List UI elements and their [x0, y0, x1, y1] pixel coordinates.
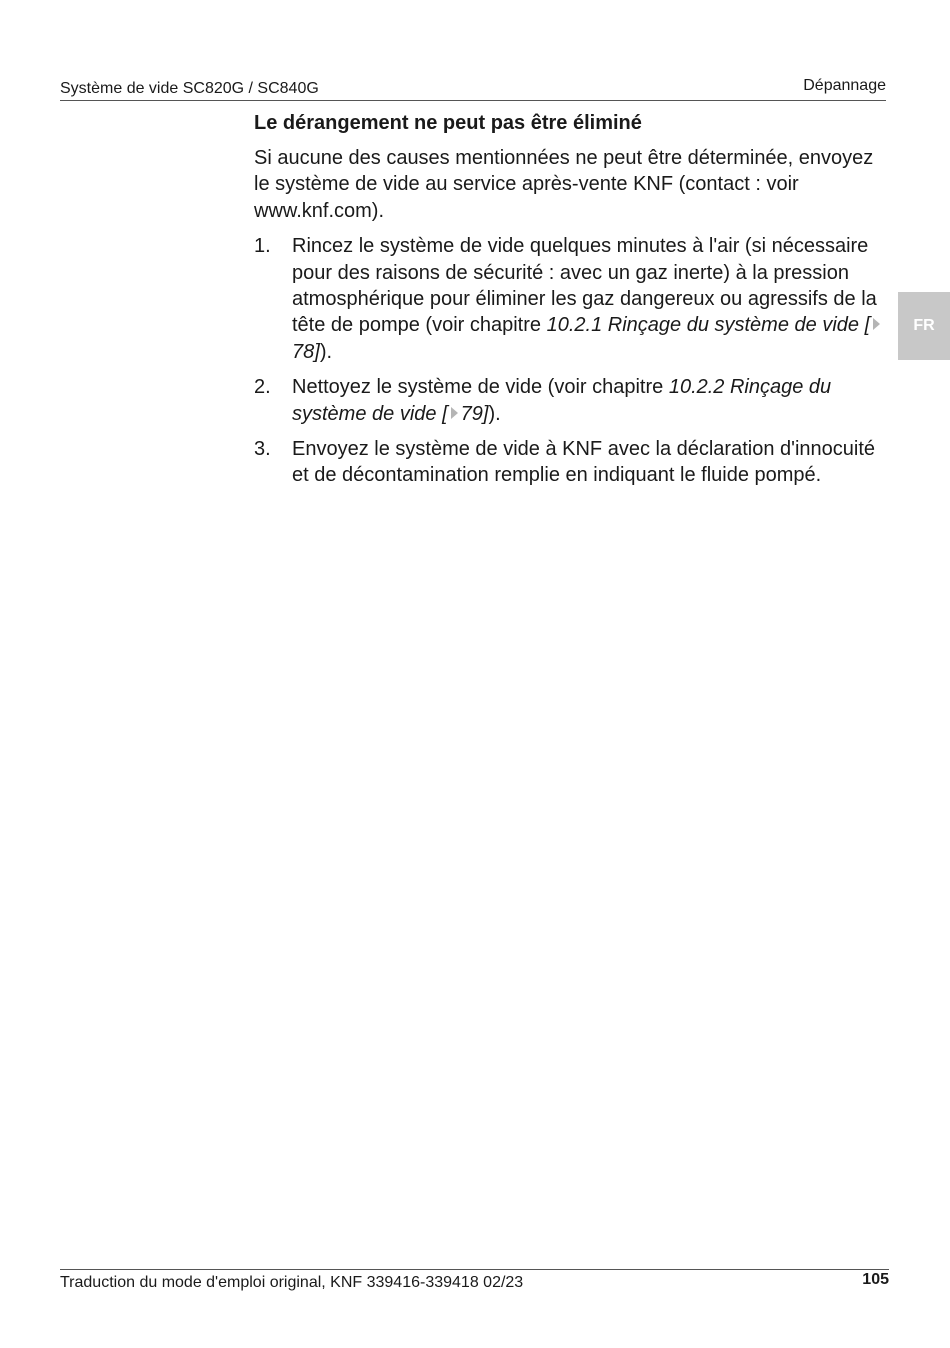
chapter-reference-page: 79] — [460, 402, 489, 425]
header-divider — [60, 100, 886, 101]
intro-paragraph: Si aucune des causes mentionnées ne peut être déterminée, envoyez le système de vide au service après-vente KNF (contact : voir www.knf.com). — [254, 147, 874, 222]
list-item — [254, 436, 890, 489]
step-text-end: ). — [488, 402, 501, 425]
chapter-reference-title: 10.2.2 Rinçage du système de vide [ — [292, 376, 832, 425]
header-document-title: Système de vide SC820G / SC840G — [60, 80, 319, 97]
header-chapter-title: Dépannage — [803, 77, 886, 94]
list-item — [254, 233, 890, 365]
chapter-reference-page: 78] — [292, 340, 320, 363]
section-title: Le dérangement ne peut pas être éliminé — [254, 112, 642, 134]
language-tab — [898, 292, 950, 360]
language-tab-label: FR — [913, 317, 935, 334]
footer-divider — [60, 1269, 889, 1270]
steps-list — [254, 233, 890, 489]
main-content — [254, 110, 890, 498]
chapter-reference-title: 10.2.1 Rinçage du système de vide [ — [546, 314, 871, 337]
step-number: 1. — [254, 235, 271, 258]
step-text: Nettoyez le système de vide (voir chapitre — [292, 376, 669, 399]
step-text-end: ). — [319, 340, 333, 363]
step-text: Envoyez le système de vide à KNF avec la déclaration d'innocuité et de décontamination remplie en indiquant le fluide pompé. — [292, 438, 876, 487]
footer-document-info: Traduction du mode d'emploi original, KNF 339416-339418 02/23 — [60, 1274, 524, 1291]
page-arrow-icon — [873, 318, 880, 330]
list-item — [254, 374, 890, 427]
step-text: Rincez le système de vide quelques minutes à l'air (si nécessaire pour des raisons de sécurité : avec un gaz inerte) à la pression atmosphérique pour éliminer les gaz dangereux ou agressifs de la tête de pompe (voir chapitre — [292, 235, 877, 337]
page-number: 105 — [862, 1271, 889, 1288]
step-number: 2. — [254, 376, 271, 399]
step-number: 3. — [254, 438, 271, 461]
page-arrow-icon — [451, 407, 458, 419]
